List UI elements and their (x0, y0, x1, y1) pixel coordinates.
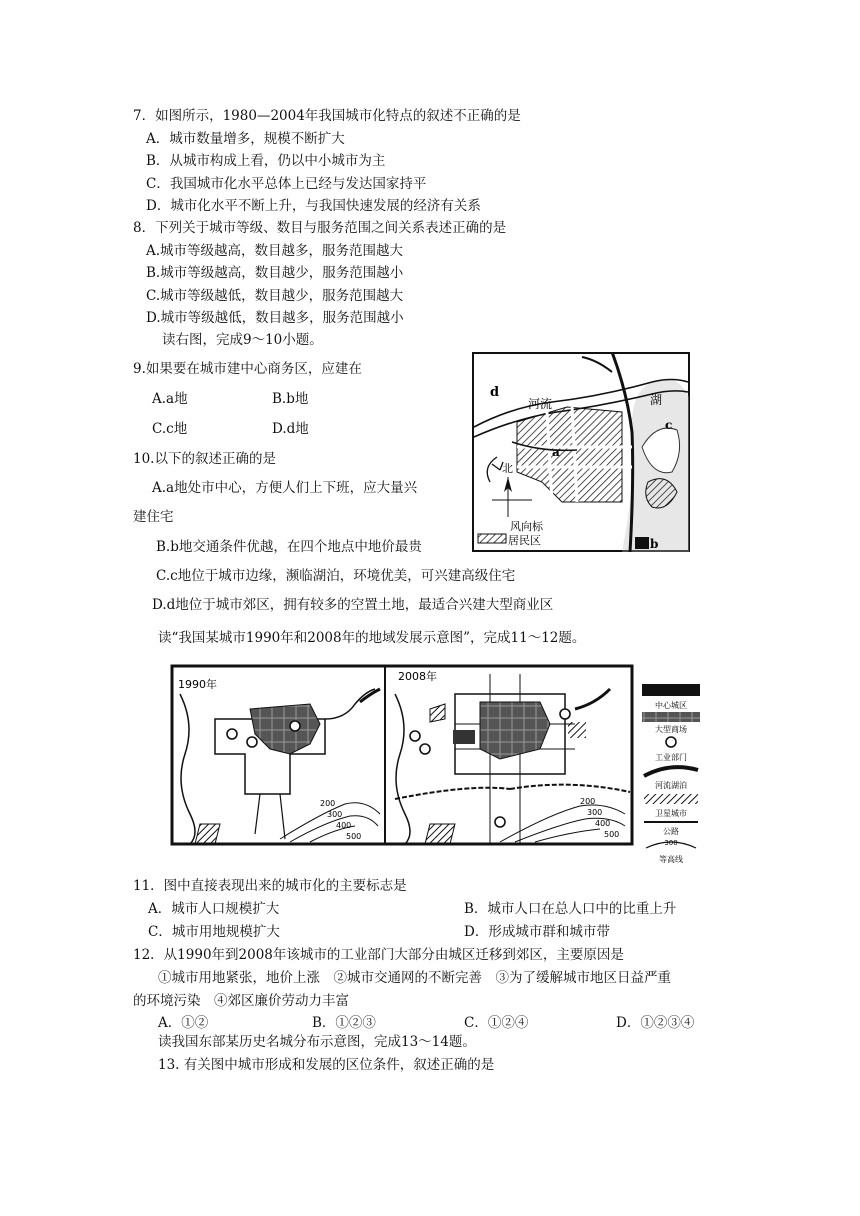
read-instruction-11-12: 读“我国某城市1990年和2008年的地域发展示意图”，完成11～12题。 (158, 630, 586, 646)
q10-option-c: C.c地位于城市边缘，濒临湖泊，环境优美，可兴建高级住宅 (156, 568, 516, 584)
q13-stem: 13. 有关图中城市形成和发展的区位条件，叙述正确的是 (158, 1057, 495, 1073)
legend-satellite-city: 卫星城市 (655, 809, 687, 818)
q12-option-c: C．①②④ (464, 1015, 529, 1031)
q7-option-b: B．从城市构成上看，仍以中小城市为主 (146, 153, 386, 169)
q10-option-b: B.b地交通条件优越，在四个地点中地价最贵 (156, 539, 422, 555)
q9-stem: 9.如果要在城市建中心商务区，应建在 (133, 361, 362, 377)
year-label-1990: 1990年 (178, 678, 217, 691)
legend-central-district: 中心城区 (655, 701, 687, 710)
map-label-d: d (490, 385, 500, 400)
q11-option-c: C．城市用地规模扩大 (148, 924, 280, 940)
city-map-svg (472, 352, 690, 552)
map-label-north: 北 (502, 462, 513, 475)
q8-stem: 8．下列关于城市等级、数目与服务范围之间关系表述正确的是 (133, 220, 507, 236)
map-label-b: b (650, 537, 659, 551)
q8-option-a: A.城市等级越高，数目越多，服务范围越大 (146, 243, 404, 259)
contour-label-500-left: 500 (346, 832, 362, 841)
map-label-lake: 湖 (650, 393, 663, 407)
legend-contour: 等高线 (659, 855, 683, 864)
map-label-wind: 风向标 (510, 520, 543, 533)
contour-label-300-left: 300 (327, 810, 343, 819)
q9-option-a: A.a地 (152, 391, 188, 407)
city-map-figure (472, 352, 690, 552)
q7-option-a: A．城市数量增多，规模不断扩大 (146, 131, 345, 147)
q12-option-a: A．①② (158, 1015, 209, 1031)
q11-option-a: A．城市人口规模扩大 (148, 901, 280, 917)
q8-option-d: D.城市等级越低，数目越多，服务范围越小 (146, 310, 404, 326)
q7-stem: 7．如图所示，1980—2004年我国城市化特点的叙述不正确的是 (133, 108, 521, 124)
q12-stem: 12．从1990年到2008年该城市的工业部门大部分由城区迁移到郊区，主要原因是 (133, 947, 624, 963)
legend-contour-value: 300 (664, 839, 678, 847)
q8-option-c: C.城市等级越低，数目越少，服务范围越大 (146, 288, 404, 304)
q9-option-d: D.d地 (272, 421, 309, 437)
q9-option-b: B.b地 (272, 391, 309, 407)
q12-option-b: B．①②③ (312, 1015, 376, 1031)
map-legend (642, 684, 700, 864)
contour-label-500-right: 500 (604, 830, 620, 839)
contour-label-200-right: 200 (580, 797, 596, 806)
contour-label-300-right: 300 (587, 808, 603, 817)
legend-industry: 工业部门 (655, 753, 687, 762)
legend-shopping-mall: 大型商场 (655, 725, 687, 734)
q9-option-c: C.c地 (152, 421, 188, 437)
q10-stem: 10.以下的叙述正确的是 (133, 451, 276, 467)
city-development-figure (170, 664, 706, 870)
contour-label-400-right: 400 (595, 819, 611, 828)
legend-road: 公路 (663, 827, 679, 836)
read-instruction-13-14: 读我国东部某历史名城分布示意图，完成13～14题。 (158, 1034, 476, 1050)
q12-option-d: D．①②③④ (616, 1015, 695, 1031)
q7-option-d: D．城市化水平不断上升，与我国快速发展的经济有关系 (146, 198, 481, 214)
legend-river-lake: 河流湖泊 (655, 781, 687, 790)
q10-option-a-line2: 建住宅 (133, 509, 174, 525)
q10-option-a-line1: A.a地处市中心，方便人们上下班，应大量兴 (152, 480, 418, 496)
map-label-c: c (665, 418, 673, 432)
map-label-residential: 居民区 (508, 534, 541, 547)
map-label-river: 河流 (528, 397, 553, 411)
q11-option-d: D．形成城市群和城市带 (464, 924, 610, 940)
q7-option-c: C．我国城市化水平总体上已经与发达国家持平 (146, 176, 427, 192)
q10-option-d: D.d地位于城市郊区，拥有较多的空置土地，最适合兴建大型商业区 (152, 597, 554, 613)
q11-stem: 11．图中直接表现出来的城市化的主要标志是 (133, 878, 407, 894)
city-development-svg (170, 664, 706, 870)
year-label-2008: 2008年 (398, 670, 437, 683)
q11-option-b: B．城市人口在总人口中的比重上升 (464, 901, 677, 917)
q12-line2: ①城市用地紧张，地价上涨 ②城市交通网的不断完善 ③为了缓解城市地区日益严重 (158, 970, 671, 986)
q12-line3: 的环境污染 ④郊区廉价劳动力丰富 (133, 993, 349, 1009)
contour-label-200-left: 200 (320, 799, 336, 808)
map-label-a: a (552, 445, 560, 459)
q8-option-b: B.城市等级越高，数目越少，服务范围越小 (146, 265, 404, 281)
contour-label-400-left: 400 (336, 821, 352, 830)
read-instruction-9-10: 读右图，完成9～10小题。 (162, 332, 323, 348)
